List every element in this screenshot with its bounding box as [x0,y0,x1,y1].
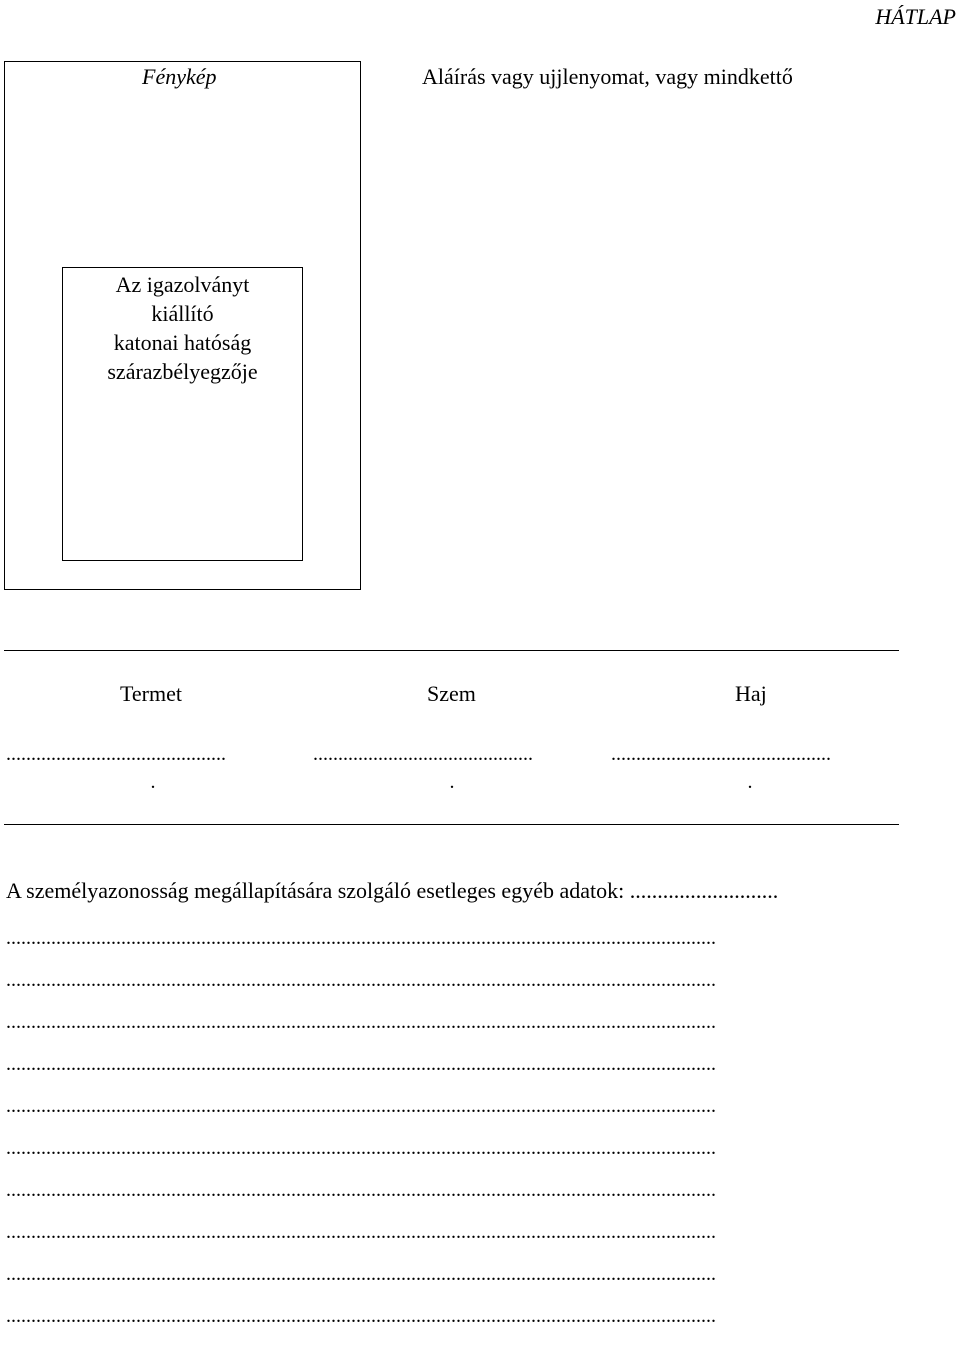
stamp-line: katonai hatóság [113,330,252,355]
eye-dot-tail: . [449,771,455,793]
height-dot-tail: . [150,771,156,793]
hair-value-field[interactable]: ............................................ [611,744,831,764]
hair-label: Haj [735,681,767,706]
extra-data-lines[interactable] [6,921,906,1341]
signature-label: Aláírás vagy ujjlenyomat, vagy mindkettő [422,64,793,89]
divider-top [4,650,899,651]
stamp-line: szárazbélyegzője [107,359,258,384]
extra-data-line[interactable]: .............................................................................................................................................. [6,927,716,949]
extra-data-line[interactable]: .............................................................................................................................................. [6,1095,716,1117]
extra-data-line[interactable]: .............................................................................................................................................. [6,1137,716,1159]
extra-data-line[interactable]: .............................................................................................................................................. [6,1053,716,1075]
photo-label: Fénykép [142,64,217,89]
extra-data-line[interactable]: .............................................................................................................................................. [6,1011,716,1033]
eye-label: Szem [427,681,476,706]
hair-dot-tail: . [747,771,753,793]
extra-data-label: A személyazonosság megállapítására szolgáló esetleges egyéb adatok: ........................... [6,878,779,903]
extra-data-line[interactable]: .............................................................................................................................................. [6,1179,716,1201]
stamp-line: Az igazolványt [115,272,250,297]
extra-data-line[interactable]: .............................................................................................................................................. [6,1263,716,1285]
eye-value-field[interactable]: ............................................ [313,744,533,764]
extra-data-line[interactable]: .............................................................................................................................................. [6,969,716,991]
stamp-text [62,270,303,386]
extra-data-line[interactable]: .............................................................................................................................................. [6,1305,716,1327]
extra-data-line[interactable]: .............................................................................................................................................. [6,1221,716,1243]
height-value-field[interactable]: ............................................ [6,744,226,764]
stamp-line: kiállító [151,301,214,326]
height-label: Termet [120,681,182,706]
divider-bottom [4,824,899,825]
page-label: HÁTLAP [875,4,956,29]
